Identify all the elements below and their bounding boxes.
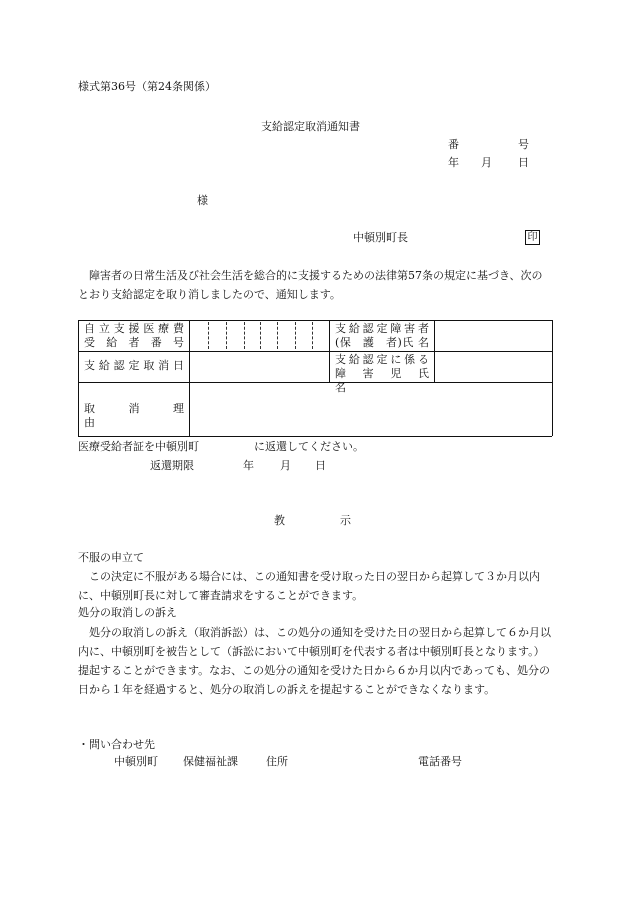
child-name-label-2: 障 害 児 氏 名 [335, 367, 440, 394]
seal-mark: 印 [525, 230, 540, 245]
lawsuit-heading: 処分の取消しの訴え [78, 606, 177, 619]
appeal-heading: 不服の申立て [78, 551, 144, 564]
addressee-suffix: 様 [197, 194, 208, 207]
contact-phone-label: 電話番号 [418, 755, 462, 768]
return-notice-a: 医療受給者証を中頓別町 [78, 440, 199, 453]
kyoji-heading: 教 示 [274, 514, 351, 527]
number-label: 番 [448, 138, 459, 151]
certified-person-label-1: 支給認定障害者 [335, 322, 429, 335]
recipient-number-label-1: 自 立 支 援 医 療 費 [84, 322, 184, 335]
issuer: 中頓別町長 [353, 231, 408, 244]
contact-address-label: 住所 [266, 755, 288, 768]
return-deadline-day: 日 [315, 459, 326, 472]
form-number: 様式第36号（第24条関係） [78, 80, 216, 93]
intro-paragraph: 障害者の日常生活及び社会生活を総合的に支援するための法律第57条の規定に基づき、次のとおり支給認定を取り消しましたので、通知します。 [78, 269, 543, 301]
return-deadline-year: 年 [243, 459, 254, 472]
return-deadline-month: 月 [280, 459, 291, 472]
return-notice-b: に返還してください。 [254, 440, 364, 453]
lawsuit-body: 処分の取消しの訴え（取消訴訟）は、この処分の通知を受けた日の翌日から起算して６か月以内に、中頓別町を被告として（訴訟において中頓別町を代表する者は中頓別町長となります。）提起することができます。なお、この処分の通知を受けた日から６か月以内であっても、処分の日から１年を経過すると、処分の取消しの訴えを提起することができなくなります。 [78, 626, 551, 696]
certified-person-label-2: (保 護 者)氏 名 [335, 336, 429, 349]
date-month: 月 [481, 156, 492, 169]
document-title: 支給認定取消通知書 [261, 120, 360, 133]
number-suffix: 号 [518, 138, 529, 151]
date-day: 日 [518, 156, 529, 169]
recipient-number-label-2: 受 給 者 番 号 [84, 336, 184, 349]
appeal-body: この決定に不服がある場合には、この通知書を受け取った日の翌日から起算して３か月以内に、中頓別町長に対して審査請求をすることができます。 [78, 570, 540, 602]
contact-town: 中頓別町 [114, 755, 158, 768]
contact-dept: 保健福祉課 [183, 755, 238, 768]
return-deadline-label: 返還期限 [150, 459, 194, 472]
cancellation-reason-label: 取 消 理 由 [84, 402, 206, 429]
child-name-label-1: 支給認定に係る [335, 353, 429, 366]
cancellation-date-label: 支 給 認 定 取 消 日 [84, 359, 184, 372]
contact-heading: ・問い合わせ先 [78, 738, 155, 751]
date-year: 年 [448, 156, 459, 169]
